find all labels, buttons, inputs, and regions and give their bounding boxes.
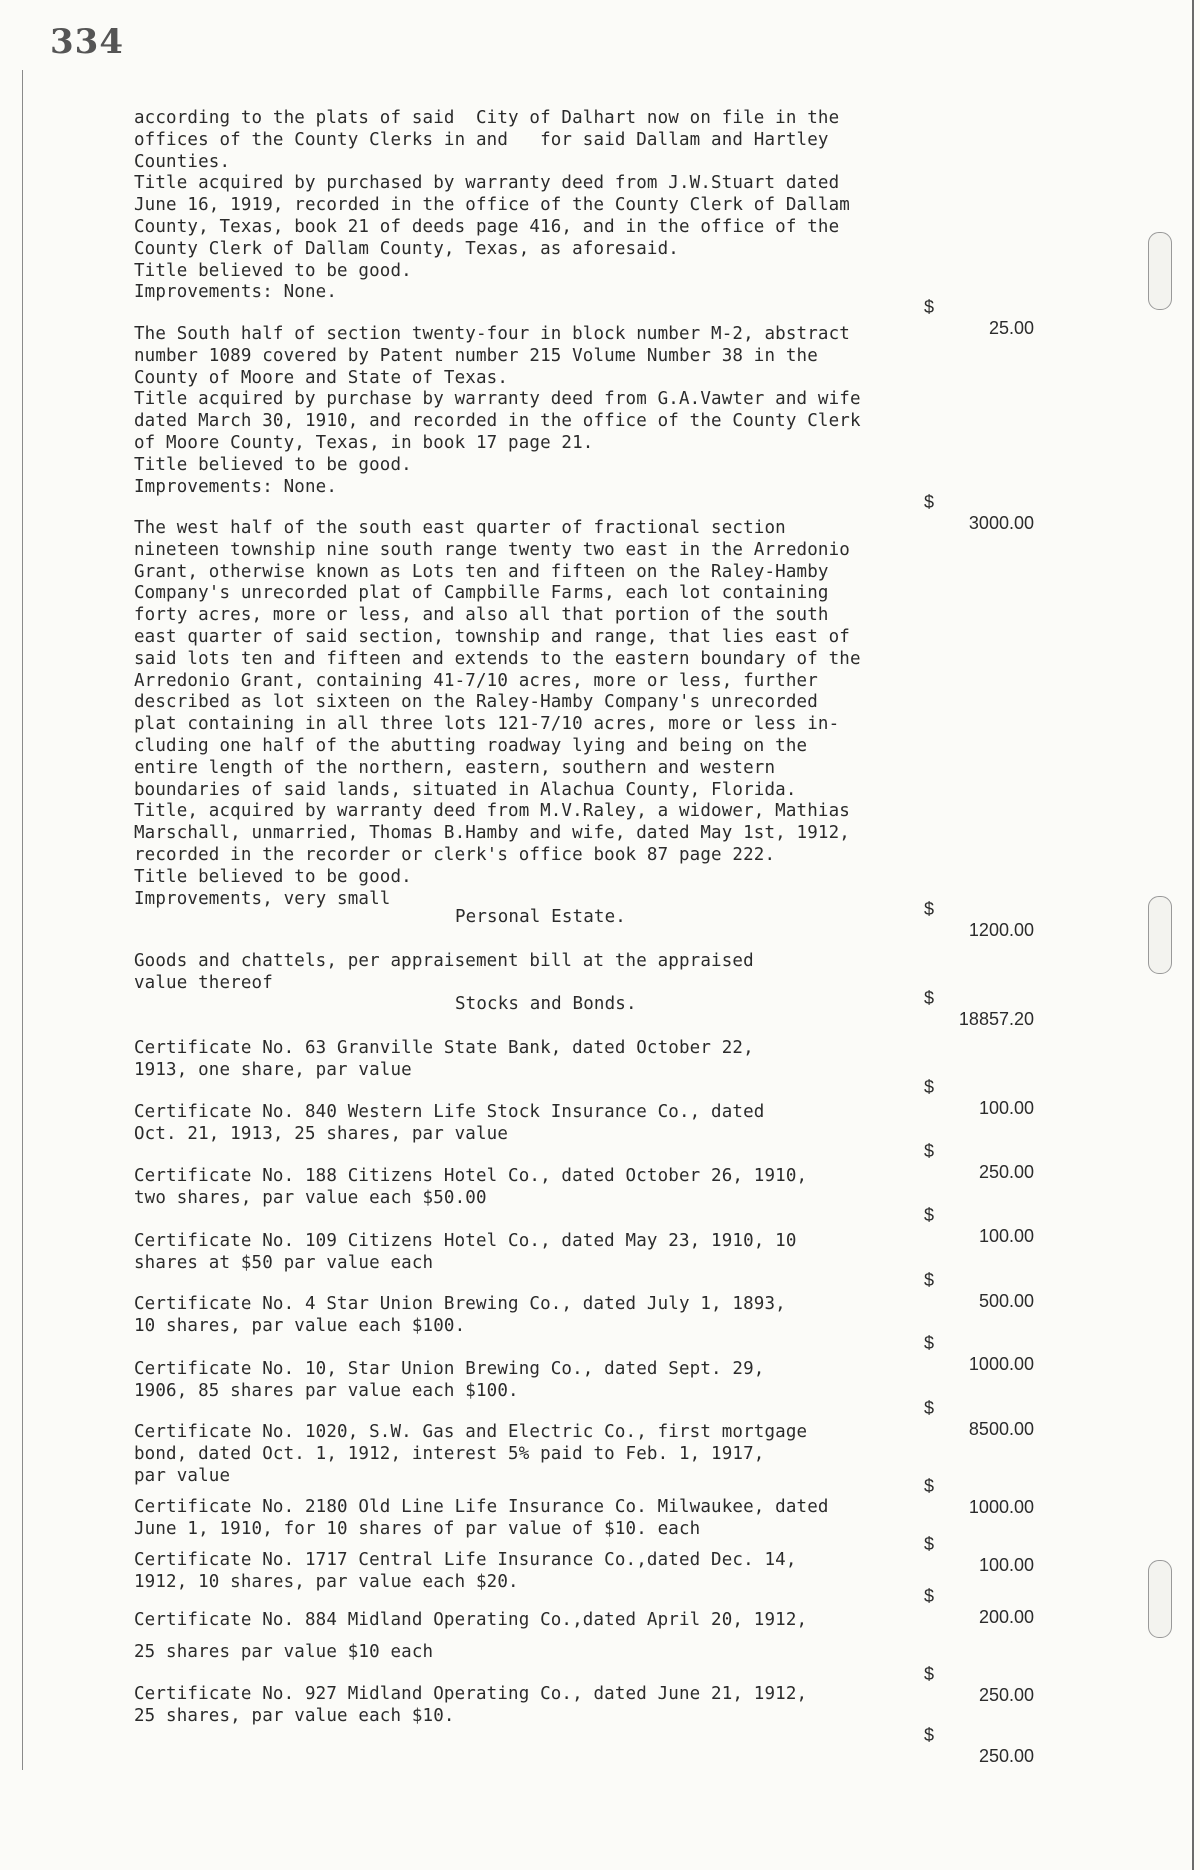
entry-line: County Clerk of Dallam County, Texas, as aforesaid. — [134, 238, 679, 259]
right-page-edge — [1192, 0, 1194, 1870]
entry-line: of Moore County, Texas, in book 17 page 21. — [134, 432, 594, 453]
entry-line: Improvements: None. — [134, 282, 338, 303]
entry-line: Marschall, unmarried, Thomas B.Hamby and wife, dated May 1st, 1912, — [134, 823, 850, 844]
goods-entry — [134, 951, 1034, 995]
certificate-entry — [134, 1422, 1034, 1487]
entry-line: Grant, otherwise known as Lots ten and fifteen on the Raley-Hamby — [134, 561, 829, 582]
entry-line: The west half of the south east quarter of fractional section — [134, 518, 786, 538]
entry-line: Certificate No. 109 Citizens Hotel Co., dated May 23, 1910, 10 — [134, 1231, 797, 1251]
personal-estate-heading: Personal Estate. — [455, 907, 626, 927]
entry-line: Title believed to be good. — [134, 866, 412, 887]
currency-sign: $ — [924, 1534, 935, 1554]
currency-sign: $ — [924, 899, 935, 919]
certificate-entry — [134, 1610, 1034, 1664]
amount-value: 1000.00 — [968, 1354, 1034, 1374]
entry-line: June 1, 1910, for 10 shares of par value of $10. each — [134, 1518, 701, 1539]
entry-line: Certificate No. 10, Star Union Brewing Co., dated Sept. 29, — [134, 1359, 765, 1379]
entry-line: value thereof — [134, 972, 273, 993]
entry-amount — [924, 1704, 1034, 1788]
entry-line: shares at $50 par value each — [134, 1252, 434, 1273]
land-entry — [134, 108, 1034, 304]
amount-value: 250.00 — [978, 1685, 1034, 1705]
entry-line: Certificate No. 884 Midland Operating Co.,dated April 20, 1912, — [134, 1610, 808, 1630]
entry-line: The South half of section twenty-four in block number M-2, abstract — [134, 324, 850, 344]
amount-value: 18857.20 — [958, 1009, 1034, 1029]
entry-line: Title, acquired by warranty deed from M.V.Raley, a widower, Mathias — [134, 801, 850, 822]
amount-value: 1000.00 — [968, 1497, 1034, 1517]
amount-value: 3000.00 — [968, 513, 1034, 533]
entry-line: Certificate No. 1717 Central Life Insurance Co.,dated Dec. 14, — [134, 1550, 797, 1570]
entry-line: County, Texas, book 21 of deeds page 416, and in the office of the — [134, 216, 840, 237]
entry-line: 1906, 85 shares par value each $100. — [134, 1380, 519, 1401]
currency-sign: $ — [924, 1077, 935, 1097]
binder-hole — [1148, 1560, 1172, 1638]
amount-value: 250.00 — [978, 1746, 1034, 1766]
land-entry — [134, 324, 1034, 498]
entry-line: described as lot sixteen on the Raley-Hamby Company's unrecorded — [134, 692, 818, 713]
entry-line: number 1089 covered by Patent number 215 Volume Number 38 in the — [134, 345, 818, 366]
entry-line: par value — [134, 1465, 231, 1486]
currency-sign: $ — [924, 1586, 935, 1606]
currency-sign: $ — [924, 1476, 935, 1496]
page-number: 334 — [50, 22, 124, 62]
entry-line: bond, dated Oct. 1, 1912, interest 5% paid to Feb. 1, 1917, — [134, 1443, 765, 1464]
binder-hole — [1148, 896, 1172, 974]
entry-line: County of Moore and State of Texas. — [134, 367, 509, 388]
currency-sign: $ — [924, 297, 935, 317]
left-margin-rule — [22, 70, 23, 1770]
currency-sign: $ — [924, 988, 935, 1008]
amount-value: 100.00 — [978, 1226, 1034, 1246]
amount-value: 500.00 — [978, 1291, 1034, 1311]
entry-line: according to the plats of said City of Dalhart now on file in the — [134, 108, 840, 128]
amount-value: 200.00 — [978, 1607, 1034, 1627]
certificate-entry — [134, 1294, 1034, 1338]
entry-line: Certificate No. 4 Star Union Brewing Co., dated July 1, 1893, — [134, 1294, 786, 1314]
entry-line: plat containing in all three lots 121-7/10 acres, more or less in- — [134, 714, 840, 735]
entry-line: cluding one half of the abutting roadway lying and being on the — [134, 735, 808, 756]
entry-line: forty acres, more or less, and also all that portion of the south — [134, 605, 829, 626]
entry-amount — [924, 878, 1034, 962]
entry-line: Title acquired by purchase by warranty deed from G.A.Vawter and wife — [134, 389, 861, 410]
certificate-entry — [134, 1038, 1034, 1082]
certificate-entry — [134, 1166, 1034, 1210]
entry-line: boundaries of said lands, situated in Alachua County, Florida. — [134, 779, 797, 800]
currency-sign: $ — [924, 1270, 935, 1290]
entry-line: Improvements: None. — [134, 476, 338, 497]
entry-line: recorded in the recorder or clerk's office book 87 page 222. — [134, 844, 776, 865]
amount-value: 8500.00 — [968, 1419, 1034, 1439]
entry-line: Certificate No. 840 Western Life Stock Insurance Co., dated — [134, 1102, 765, 1122]
entry-line: Oct. 21, 1913, 25 shares, par value — [134, 1123, 509, 1144]
entry-line: Counties. — [134, 151, 231, 172]
certificate-entry — [134, 1102, 1034, 1146]
currency-sign: $ — [924, 1725, 935, 1745]
entry-line: Certificate No. 927 Midland Operating Co., dated June 21, 1912, — [134, 1684, 808, 1704]
entry-line: Certificate No. 188 Citizens Hotel Co., dated October 26, 1910, — [134, 1166, 808, 1186]
certificate-entry — [134, 1550, 1034, 1594]
entry-line: Goods and chattels, per appraisement bill at the appraised — [134, 951, 754, 971]
entry-line: nineteen township nine south range twenty two east in the Arredonio — [134, 539, 850, 560]
binder-hole — [1148, 232, 1172, 310]
entry-line: Certificate No. 2180 Old Line Life Insurance Co. Milwaukee, dated — [134, 1497, 829, 1517]
entry-line: two shares, par value each $50.00 — [134, 1187, 487, 1208]
currency-sign: $ — [924, 1664, 935, 1684]
entry-line: Arredonio Grant, containing 41-7/10 acres, more or less, further — [134, 670, 818, 691]
entry-line: 1912, 10 shares, par value each $20. — [134, 1571, 519, 1592]
certificate-entry — [134, 1497, 1034, 1541]
entry-line: east quarter of said section, township and range, that lies east of — [134, 626, 850, 647]
amount-value: 1200.00 — [968, 920, 1034, 940]
entry-line: Improvements, very small — [134, 888, 391, 909]
amount-value: 25.00 — [988, 318, 1034, 338]
entry-line: Title acquired by purchased by warranty deed from J.W.Stuart dated — [134, 173, 840, 194]
entry-line: June 16, 1919, recorded in the office of the County Clerk of Dallam — [134, 195, 850, 216]
certificate-entry — [134, 1231, 1034, 1275]
entry-line: 1913, one share, par value — [134, 1059, 412, 1080]
currency-sign: $ — [924, 1141, 935, 1161]
amount-value: 250.00 — [978, 1162, 1034, 1182]
entry-line: entire length of the northern, eastern, southern and western — [134, 757, 776, 778]
certificate-entry — [134, 1359, 1034, 1403]
entry-line: dated March 30, 1910, and recorded in the office of the County Clerk — [134, 411, 861, 432]
amount-value: 100.00 — [978, 1098, 1034, 1118]
currency-sign: $ — [924, 1398, 935, 1418]
entry-line: 25 shares par value $10 each — [134, 1641, 434, 1662]
entry-line: Title believed to be good. — [134, 260, 412, 281]
entry-line: said lots ten and fifteen and extends to the eastern boundary of the — [134, 648, 861, 669]
currency-sign: $ — [924, 1205, 935, 1225]
entry-line: Title believed to be good. — [134, 454, 412, 475]
entry-line: 10 shares, par value each $100. — [134, 1315, 466, 1336]
entry-line: offices of the County Clerks in and for said Dallam and Hartley — [134, 129, 829, 150]
entry-line: Company's unrecorded plat of Campbille Farms, each lot containing — [134, 583, 829, 604]
currency-sign: $ — [924, 492, 935, 512]
stocks-bonds-heading: Stocks and Bonds. — [455, 994, 637, 1014]
currency-sign: $ — [924, 1333, 935, 1353]
certificate-entry — [134, 1684, 1034, 1728]
entry-line: 25 shares, par value each $10. — [134, 1705, 455, 1726]
entry-line: Certificate No. 63 Granville State Bank, dated October 22, — [134, 1038, 754, 1058]
amount-value: 100.00 — [978, 1555, 1034, 1575]
land-entry — [134, 518, 1034, 910]
entry-line: Certificate No. 1020, S.W. Gas and Electric Co., first mortgage — [134, 1422, 808, 1442]
